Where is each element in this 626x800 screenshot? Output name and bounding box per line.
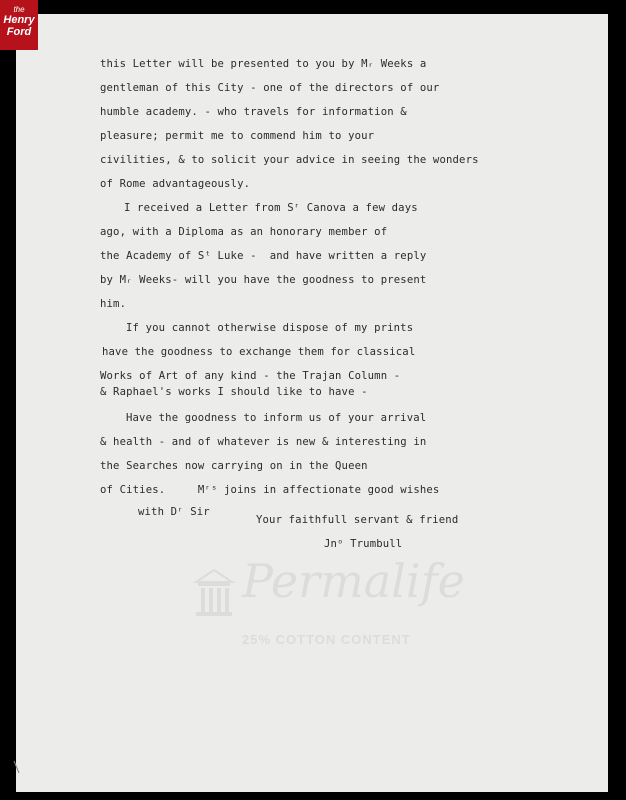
letter-line: by Mᵣ Weeks- will you have the goodness to present <box>100 274 427 286</box>
letter-page <box>16 14 608 792</box>
watermark-subtext: 25% COTTON CONTENT <box>242 632 411 647</box>
signature-name: Jnᵒ Trumbull <box>324 538 403 550</box>
letter-line: of Cities. Mʳˢ joins in affectionate good wishes <box>100 484 440 496</box>
letter-line: I received a Letter from Sʳ Canova a few days <box>124 202 418 214</box>
building-icon <box>192 568 236 620</box>
permalife-watermark <box>192 554 465 664</box>
letter-line: him. <box>100 298 127 310</box>
logo-ford: Ford <box>6 26 32 38</box>
letter-line: civilities, & to solicit your advice in seeing the wonders <box>100 154 479 166</box>
watermark-brand: Permalife <box>242 554 465 608</box>
letter-line: humble academy. - who travels for information & <box>100 106 407 118</box>
signature-closing: Your faithfull servant & friend <box>256 514 459 526</box>
letter-line: Works of Art of any kind - the Trajan Column - <box>100 370 401 382</box>
henry-ford-logo <box>0 0 38 50</box>
letter-line: Have the goodness to inform us of your arrival <box>126 412 427 424</box>
letter-line: gentleman of this City - one of the directors of our <box>100 82 440 94</box>
letter-line: the Searches now carrying on in the Queen <box>100 460 368 472</box>
letter-line: pleasure; permit me to commend him to your <box>100 130 375 142</box>
letter-line: & Raphael's works I should like to have - <box>100 386 368 398</box>
letter-line: with Dʳ Sir <box>138 506 210 518</box>
letter-line: ago, with a Diploma as an honorary member of <box>100 226 388 238</box>
letter-line: of Rome advantageously. <box>100 178 251 190</box>
corner-mark-icon <box>12 760 22 774</box>
logo-henry: Henry <box>3 14 35 26</box>
letter-line: If you cannot otherwise dispose of my prints <box>126 322 414 334</box>
letter-line: this Letter will be presented to you by Mᵣ Weeks a <box>100 58 427 70</box>
logo-the: the <box>13 5 25 14</box>
letter-line: the Academy of Sᵗ Luke - and have written a reply <box>100 250 427 262</box>
letter-line: have the goodness to exchange them for classical <box>102 346 416 358</box>
letter-line: & health - and of whatever is new & interesting in <box>100 436 427 448</box>
